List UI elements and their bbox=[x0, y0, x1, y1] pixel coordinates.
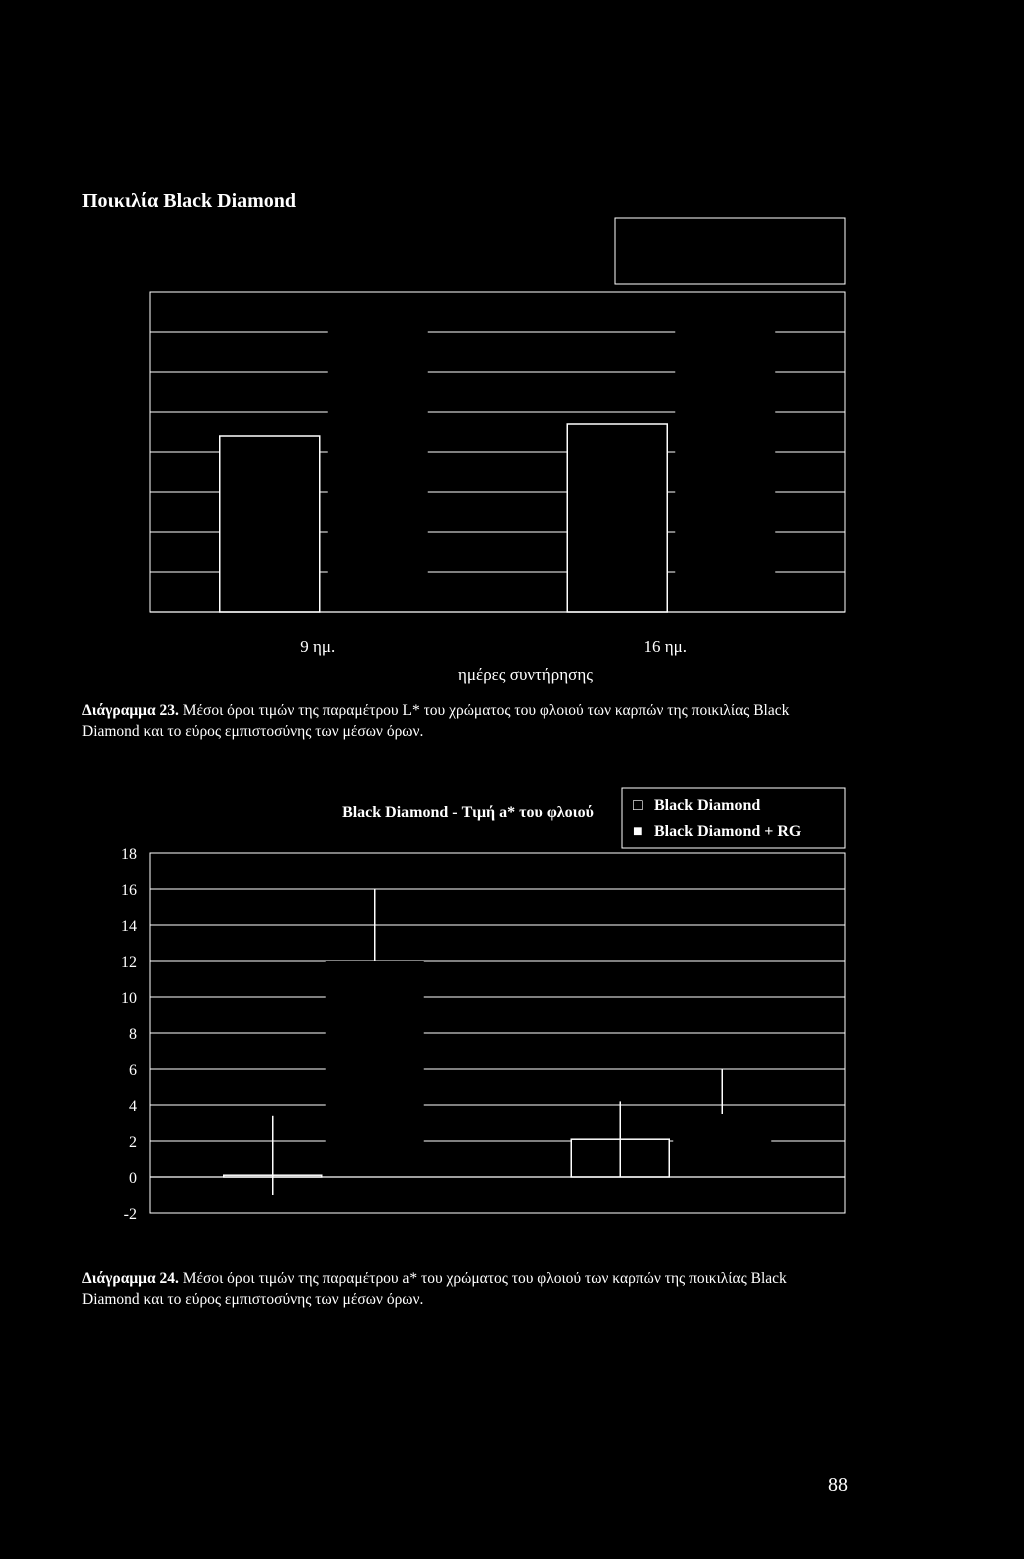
y-tick-label: 12 bbox=[121, 954, 137, 971]
chart-title: Black Diamond - Τιμή a* του φλοιού bbox=[342, 804, 594, 821]
figure-23-text: Μέσοι όροι τιμών της παραμέτρου L* του χρώματος του φλοιού των καρπών της ποικιλίας Black Diamond και το εύρος εμπιστοσύνης των μέσων όρων. bbox=[82, 702, 790, 740]
y-tick-label: -2 bbox=[123, 1206, 137, 1223]
x-tick-label: 16 ημ. bbox=[643, 637, 688, 656]
y-tick-label: 6 bbox=[129, 1062, 137, 1079]
bar-black-diamond bbox=[567, 424, 667, 612]
y-tick-label: 16 bbox=[121, 882, 137, 899]
figure-23-label: Διάγραμμα 23. bbox=[82, 702, 179, 719]
y-tick-label: 0 bbox=[129, 1170, 137, 1187]
figure-24-label: Διάγραμμα 24. bbox=[82, 1270, 179, 1287]
y-tick-label: 10 bbox=[121, 990, 137, 1007]
y-tick-label: 2 bbox=[129, 1134, 137, 1151]
y-tick-label: 4 bbox=[129, 1098, 137, 1115]
x-tick-label: 9 ημ. bbox=[300, 637, 336, 656]
y-tick-label: 14 bbox=[121, 918, 137, 935]
figure-24-caption bbox=[82, 1268, 842, 1310]
legend-swatch-open-icon: □ bbox=[633, 797, 643, 814]
bar-black-diamond-rg bbox=[673, 1114, 771, 1212]
bar-rg-series bbox=[675, 293, 775, 611]
chart-a-star bbox=[0, 760, 1024, 1260]
bar-black-diamond bbox=[220, 436, 320, 612]
page-number: 88 bbox=[828, 1474, 848, 1496]
x-axis-label: ημέρες συντήρησης bbox=[458, 665, 593, 684]
y-tick-label: 18 bbox=[121, 846, 137, 863]
legend-swatch-filled-icon: ■ bbox=[633, 823, 643, 840]
legend-box bbox=[615, 218, 845, 284]
section-title: Ποικιλία Black Diamond bbox=[82, 190, 297, 212]
figure-24-text: Μέσοι όροι τιμών της παραμέτρου a* του χρώματος του φλοιού των καρπών της ποικιλίας Black Diamond και το εύρος εμπιστοσύνης των μέσων όρων. bbox=[82, 1270, 787, 1308]
y-tick-label: 8 bbox=[129, 1026, 137, 1043]
figure-23-caption bbox=[82, 700, 842, 742]
legend-label: Black Diamond bbox=[654, 797, 761, 814]
chart-l-star bbox=[0, 0, 1024, 700]
legend-label: Black Diamond + RG bbox=[654, 823, 802, 840]
bar-black-diamond-rg bbox=[326, 961, 424, 1212]
bar-rg-series bbox=[328, 293, 428, 611]
